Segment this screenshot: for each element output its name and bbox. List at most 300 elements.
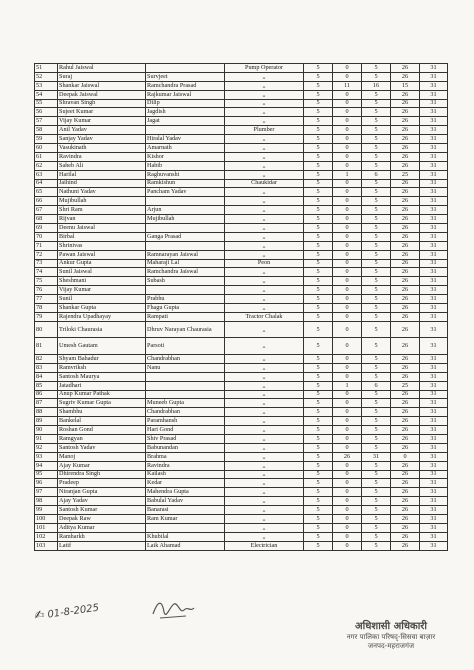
count-cell: 0 (333, 390, 362, 399)
name-cell: Ajay Kumar (58, 461, 146, 470)
total-cell: 31 (420, 117, 448, 126)
count-cell: 5 (362, 224, 391, 233)
post-cell: ,, (225, 470, 304, 479)
father-name-cell: Ramchandra Prasad (146, 81, 225, 90)
name-cell: Niranjan Gupta (58, 488, 146, 497)
serial-cell: 90 (35, 426, 58, 435)
father-name-cell: Brahma (146, 452, 225, 461)
post-cell: Peon (225, 259, 304, 268)
name-cell: Sunil (58, 295, 146, 304)
serial-cell: 89 (35, 417, 58, 426)
count-cell: 5 (362, 372, 391, 381)
count-cell: 0 (333, 259, 362, 268)
count-cell: 26 (391, 541, 420, 550)
count-cell: 0 (333, 295, 362, 304)
name-cell: Harilal (58, 170, 146, 179)
count-cell: 5 (304, 286, 333, 295)
serial-cell: 69 (35, 224, 58, 233)
count-cell: 5 (362, 161, 391, 170)
post-cell: ,, (225, 152, 304, 161)
count-cell: 5 (362, 443, 391, 452)
name-cell: Ramvriksh (58, 363, 146, 372)
count-cell: 0 (333, 188, 362, 197)
count-cell: 5 (304, 144, 333, 153)
post-cell: ,, (225, 232, 304, 241)
father-name-cell: Mujibullah (146, 215, 225, 224)
name-cell: Pradeep (58, 479, 146, 488)
count-cell: 0 (333, 108, 362, 117)
post-cell: ,, (225, 479, 304, 488)
count-cell: 5 (304, 363, 333, 372)
total-cell: 31 (420, 381, 448, 390)
serial-cell: 98 (35, 497, 58, 506)
count-cell: 5 (362, 497, 391, 506)
count-cell: 0 (333, 206, 362, 215)
table-row (35, 452, 448, 461)
count-cell: 26 (391, 232, 420, 241)
serial-cell: 51 (35, 64, 58, 73)
count-cell: 26 (391, 126, 420, 135)
count-cell: 5 (304, 304, 333, 313)
count-cell: 26 (391, 250, 420, 259)
serial-cell: 52 (35, 72, 58, 81)
table-row (35, 144, 448, 153)
serial-cell: 53 (35, 81, 58, 90)
post-cell: ,, (225, 135, 304, 144)
count-cell: 5 (304, 277, 333, 286)
total-cell: 31 (420, 372, 448, 381)
count-cell: 5 (304, 206, 333, 215)
count-cell: 5 (304, 197, 333, 206)
father-name-cell (146, 64, 225, 73)
count-cell: 5 (362, 321, 391, 338)
count-cell: 0 (333, 286, 362, 295)
count-cell: 0 (333, 277, 362, 286)
count-cell: 6 (362, 170, 391, 179)
count-cell: 5 (362, 135, 391, 144)
count-cell: 5 (304, 523, 333, 532)
count-cell: 26 (391, 515, 420, 524)
post-cell: ,, (225, 488, 304, 497)
father-name-cell (146, 197, 225, 206)
table-row (35, 286, 448, 295)
post-cell: ,, (225, 338, 304, 355)
count-cell: 5 (304, 479, 333, 488)
count-cell: 5 (362, 144, 391, 153)
father-name-cell: Chandrabhan (146, 355, 225, 364)
name-cell: Ankur Gupta (58, 259, 146, 268)
name-cell: Mujibullah (58, 197, 146, 206)
serial-cell: 88 (35, 408, 58, 417)
name-cell: Sanjay Yadav (58, 135, 146, 144)
serial-cell: 63 (35, 170, 58, 179)
father-name-cell: Pancham Yadav (146, 188, 225, 197)
count-cell: 1 (333, 381, 362, 390)
father-name-cell: Jagdish (146, 108, 225, 117)
count-cell: 5 (362, 277, 391, 286)
count-cell: 26 (391, 241, 420, 250)
father-name-cell (146, 390, 225, 399)
serial-cell: 56 (35, 108, 58, 117)
post-cell: ,, (225, 355, 304, 364)
total-cell: 31 (420, 72, 448, 81)
count-cell: 0 (333, 541, 362, 550)
count-cell: 5 (304, 488, 333, 497)
count-cell: 26 (391, 399, 420, 408)
name-cell: Shravan Singh (58, 99, 146, 108)
total-cell: 31 (420, 232, 448, 241)
serial-cell: 58 (35, 126, 58, 135)
father-name-cell: Parsoti (146, 338, 225, 355)
count-cell: 5 (304, 224, 333, 233)
table-row (35, 443, 448, 452)
table-body (35, 64, 448, 551)
count-cell: 26 (391, 188, 420, 197)
total-cell: 31 (420, 523, 448, 532)
table-row (35, 295, 448, 304)
count-cell: 0 (333, 117, 362, 126)
father-name-cell: Laik Ahamad (146, 541, 225, 550)
post-cell: ,, (225, 523, 304, 532)
name-cell: Ramgyan (58, 435, 146, 444)
count-cell: 5 (304, 506, 333, 515)
count-cell: 26 (333, 452, 362, 461)
count-cell: 0 (333, 312, 362, 321)
table-row (35, 81, 448, 90)
count-cell: 26 (391, 532, 420, 541)
count-cell: 0 (333, 461, 362, 470)
count-cell: 25 (391, 381, 420, 390)
serial-cell: 91 (35, 435, 58, 444)
count-cell: 0 (333, 426, 362, 435)
count-cell: 5 (304, 355, 333, 364)
name-cell: Sunil Jaiswal (58, 268, 146, 277)
table-row (35, 417, 448, 426)
table-row (35, 117, 448, 126)
count-cell: 5 (362, 408, 391, 417)
count-cell: 0 (333, 515, 362, 524)
signature-initial: ✍ (33, 607, 46, 623)
count-cell: 5 (304, 452, 333, 461)
count-cell: 5 (362, 295, 391, 304)
count-cell: 26 (391, 144, 420, 153)
count-cell: 0 (333, 523, 362, 532)
count-cell: 0 (333, 250, 362, 259)
post-cell: ,, (225, 215, 304, 224)
father-name-cell: Nanu (146, 363, 225, 372)
count-cell: 5 (304, 250, 333, 259)
count-cell: 5 (304, 435, 333, 444)
post-cell: ,, (225, 435, 304, 444)
serial-cell: 60 (35, 144, 58, 153)
total-cell: 31 (420, 363, 448, 372)
count-cell: 0 (333, 443, 362, 452)
serial-cell: 64 (35, 179, 58, 188)
table-row (35, 250, 448, 259)
name-cell: Santosh Kumar (58, 506, 146, 515)
serial-cell: 82 (35, 355, 58, 364)
serial-cell: 99 (35, 506, 58, 515)
count-cell: 26 (391, 224, 420, 233)
name-cell: Deenu Jaiswal (58, 224, 146, 233)
name-cell: Shambhu (58, 408, 146, 417)
count-cell: 0 (333, 355, 362, 364)
name-cell: Saheb Ali (58, 161, 146, 170)
serial-cell: 65 (35, 188, 58, 197)
table-row (35, 312, 448, 321)
count-cell: 5 (304, 443, 333, 452)
count-cell: 0 (333, 399, 362, 408)
total-cell: 31 (420, 470, 448, 479)
table-row (35, 461, 448, 470)
count-cell: 5 (304, 126, 333, 135)
count-cell: 26 (391, 295, 420, 304)
post-cell: Plumber (225, 126, 304, 135)
count-cell: 5 (304, 295, 333, 304)
name-cell: Santosh Yadav (58, 443, 146, 452)
count-cell: 5 (304, 381, 333, 390)
count-cell: 26 (391, 426, 420, 435)
count-cell: 0 (333, 304, 362, 313)
total-cell: 31 (420, 355, 448, 364)
father-name-cell: Kishor (146, 152, 225, 161)
father-name-cell (146, 372, 225, 381)
count-cell: 5 (362, 390, 391, 399)
total-cell: 31 (420, 259, 448, 268)
serial-cell: 102 (35, 532, 58, 541)
table-row (35, 224, 448, 233)
count-cell: 5 (304, 497, 333, 506)
count-cell: 26 (391, 355, 420, 364)
serial-cell: 100 (35, 515, 58, 524)
post-cell: ,, (225, 99, 304, 108)
father-name-cell: Banarasi (146, 506, 225, 515)
serial-cell: 93 (35, 452, 58, 461)
name-cell: Vijay Kumar (58, 117, 146, 126)
count-cell: 5 (362, 426, 391, 435)
post-cell: ,, (225, 381, 304, 390)
date-text: 01-8-2025 (46, 602, 100, 621)
total-cell: 31 (420, 90, 448, 99)
table-row (35, 152, 448, 161)
count-cell: 5 (362, 72, 391, 81)
total-cell: 31 (420, 304, 448, 313)
name-cell: Shri Ram (58, 206, 146, 215)
total-cell: 31 (420, 170, 448, 179)
serial-cell: 76 (35, 286, 58, 295)
total-cell: 31 (420, 268, 448, 277)
name-cell: Sheshmani (58, 277, 146, 286)
count-cell: 5 (304, 64, 333, 73)
count-cell: 5 (304, 90, 333, 99)
serial-cell: 77 (35, 295, 58, 304)
post-cell: ,, (225, 170, 304, 179)
father-name-cell: Subash (146, 277, 225, 286)
post-cell: ,, (225, 452, 304, 461)
count-cell: 11 (333, 81, 362, 90)
table-row (35, 206, 448, 215)
count-cell: 6 (362, 381, 391, 390)
count-cell: 0 (333, 268, 362, 277)
table-row (35, 426, 448, 435)
count-cell: 26 (391, 259, 420, 268)
father-name-cell: Muneeb Gupta (146, 399, 225, 408)
count-cell: 5 (304, 321, 333, 338)
serial-cell: 55 (35, 99, 58, 108)
count-cell: 5 (304, 161, 333, 170)
name-cell: Pawan Jaiswal (58, 250, 146, 259)
count-cell: 26 (391, 135, 420, 144)
count-cell: 26 (391, 390, 420, 399)
serial-cell: 62 (35, 161, 58, 170)
total-cell: 31 (420, 479, 448, 488)
table-row (35, 64, 448, 73)
post-cell: ,, (225, 241, 304, 250)
table-row (35, 321, 448, 338)
post-cell: ,, (225, 206, 304, 215)
count-cell: 5 (304, 81, 333, 90)
count-cell: 5 (362, 470, 391, 479)
name-cell: Manoj (58, 452, 146, 461)
total-cell: 31 (420, 417, 448, 426)
total-cell: 31 (420, 215, 448, 224)
count-cell: 5 (304, 515, 333, 524)
serial-cell: 70 (35, 232, 58, 241)
post-cell: ,, (225, 295, 304, 304)
count-cell: 0 (333, 417, 362, 426)
table-row (35, 72, 448, 81)
name-cell: Shankar Jaiswal (58, 81, 146, 90)
serial-cell: 96 (35, 479, 58, 488)
total-cell: 31 (420, 408, 448, 417)
father-name-cell (146, 523, 225, 532)
serial-cell: 81 (35, 338, 58, 355)
serial-cell: 87 (35, 399, 58, 408)
count-cell: 26 (391, 408, 420, 417)
count-cell: 0 (333, 470, 362, 479)
table-row (35, 126, 448, 135)
handwritten-date (33, 600, 99, 623)
table-row (35, 108, 448, 117)
count-cell: 0 (333, 72, 362, 81)
post-cell: ,, (225, 497, 304, 506)
count-cell: 0 (333, 488, 362, 497)
serial-cell: 85 (35, 381, 58, 390)
table-row (35, 363, 448, 372)
table-row (35, 215, 448, 224)
count-cell: 26 (391, 443, 420, 452)
total-cell: 31 (420, 224, 448, 233)
father-name-cell: Amarnath (146, 144, 225, 153)
count-cell: 5 (362, 461, 391, 470)
name-cell: Vijay Kumar (58, 286, 146, 295)
name-cell: Aditya Kumar (58, 523, 146, 532)
officer-district: जनपद-महराजगंज (367, 642, 415, 650)
count-cell: 0 (333, 144, 362, 153)
count-cell: 26 (391, 90, 420, 99)
count-cell: 26 (391, 99, 420, 108)
count-cell: 5 (362, 64, 391, 73)
count-cell: 0 (391, 452, 420, 461)
serial-cell: 74 (35, 268, 58, 277)
father-name-cell: Ram Kumar (146, 515, 225, 524)
father-name-cell: Survjeet (146, 72, 225, 81)
serial-cell: 86 (35, 390, 58, 399)
father-name-cell: Shiv Prasad (146, 435, 225, 444)
total-cell: 31 (420, 443, 448, 452)
count-cell: 26 (391, 179, 420, 188)
serial-cell: 72 (35, 250, 58, 259)
father-name-cell: Khubilal (146, 532, 225, 541)
name-cell: Shankar Gupta (58, 304, 146, 313)
count-cell: 0 (333, 152, 362, 161)
total-cell: 31 (420, 135, 448, 144)
total-cell: 31 (420, 488, 448, 497)
count-cell: 5 (304, 426, 333, 435)
count-cell: 5 (304, 268, 333, 277)
count-cell: 26 (391, 64, 420, 73)
serial-cell: 83 (35, 363, 58, 372)
count-cell: 26 (391, 363, 420, 372)
father-name-cell: Raghuvanshi (146, 170, 225, 179)
count-cell: 0 (333, 126, 362, 135)
count-cell: 26 (391, 488, 420, 497)
name-cell: Bankelal (58, 417, 146, 426)
count-cell: 26 (391, 197, 420, 206)
name-cell: Ravindra (58, 152, 146, 161)
count-cell: 0 (333, 338, 362, 355)
count-cell: 26 (391, 321, 420, 338)
serial-cell: 67 (35, 206, 58, 215)
count-cell: 5 (362, 363, 391, 372)
count-cell: 5 (304, 372, 333, 381)
count-cell: 0 (333, 161, 362, 170)
father-name-cell: Chandrabhan (146, 408, 225, 417)
father-name-cell: Ramkishun (146, 179, 225, 188)
table-row (35, 532, 448, 541)
post-cell: ,, (225, 390, 304, 399)
post-cell: ,, (225, 188, 304, 197)
table-row (35, 268, 448, 277)
count-cell: 5 (304, 399, 333, 408)
father-name-cell: Prabhu (146, 295, 225, 304)
table-row (35, 355, 448, 364)
officer-organisation: नगर पालिका परिषद्-सिसवा बाज़ार (346, 633, 436, 641)
count-cell: 5 (304, 417, 333, 426)
count-cell: 5 (362, 435, 391, 444)
table-row (35, 390, 448, 399)
count-cell: 5 (304, 117, 333, 126)
total-cell: 31 (420, 108, 448, 117)
count-cell: 26 (391, 506, 420, 515)
count-cell: 5 (362, 90, 391, 99)
table-row (35, 170, 448, 179)
serial-cell: 101 (35, 523, 58, 532)
serial-cell: 94 (35, 461, 58, 470)
name-cell: Ramharkh (58, 532, 146, 541)
count-cell: 5 (304, 152, 333, 161)
father-name-cell (146, 241, 225, 250)
table-row (35, 259, 448, 268)
count-cell: 0 (333, 232, 362, 241)
count-cell: 5 (304, 215, 333, 224)
count-cell: 0 (333, 197, 362, 206)
count-cell: 0 (333, 408, 362, 417)
total-cell: 31 (420, 399, 448, 408)
total-cell: 31 (420, 99, 448, 108)
total-cell: 31 (420, 81, 448, 90)
count-cell: 5 (362, 541, 391, 550)
